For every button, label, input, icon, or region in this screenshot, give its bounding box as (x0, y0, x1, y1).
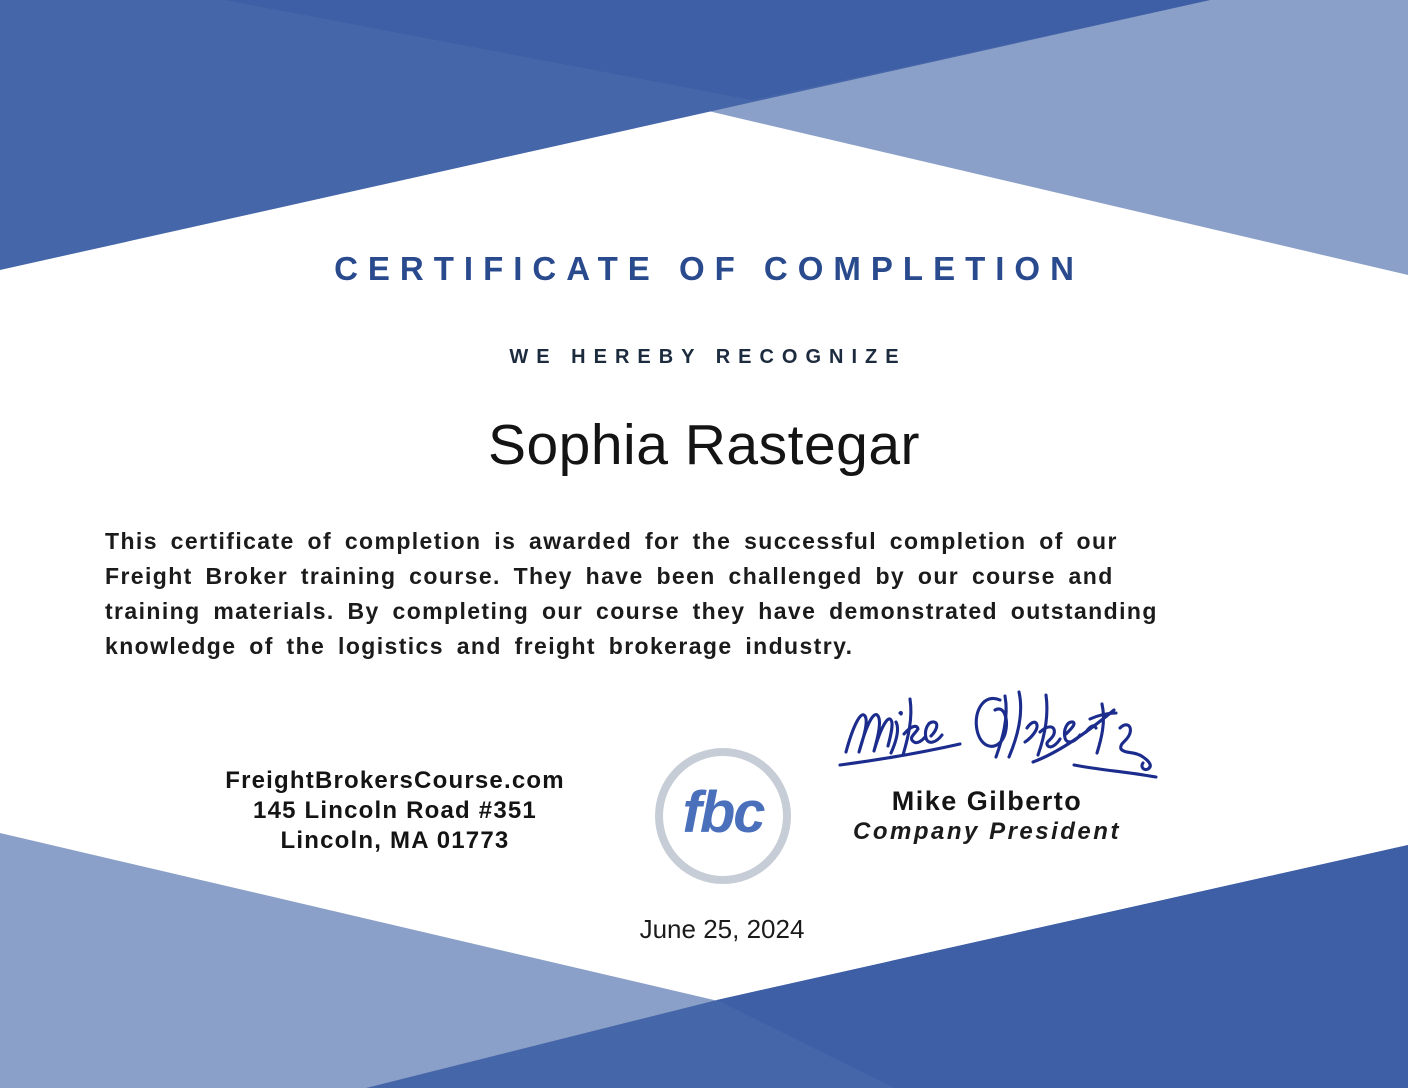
recognition-label: WE HEREBY RECOGNIZE (509, 346, 907, 368)
certificate-body (105, 524, 1325, 664)
signature-ink-strokes (840, 692, 1156, 777)
body-line: Freight Broker training course. They have been challenged by our course and (105, 563, 1114, 589)
body-line: This certificate of completion is awarded for the successful completion of our (105, 528, 1118, 554)
issue-date: June 25, 2024 (639, 914, 805, 944)
signatory-name: Mike Gilberto (891, 786, 1083, 816)
issuer-website: FreightBrokersCourse.com (225, 767, 565, 794)
issuer-address-block (170, 766, 620, 856)
issuer-address-line1: 145 Lincoln Road #351 (253, 797, 537, 824)
fbc-logo-text: fbc (682, 780, 764, 845)
body-line: knowledge of the logistics and freight brokerage industry. (105, 633, 854, 659)
fbc-logo (655, 748, 791, 884)
recipient-name: Sophia Rastegar (487, 413, 921, 477)
body-line: training materials. By completing our course they have demonstrated outstanding (105, 598, 1158, 624)
issuer-address-line2: Lincoln, MA 01773 (280, 827, 510, 854)
signatory-title: Company President (853, 818, 1121, 845)
signature-scrawl (828, 672, 1164, 784)
certificate-title: CERTIFICATE OF COMPLETION (334, 250, 1084, 287)
